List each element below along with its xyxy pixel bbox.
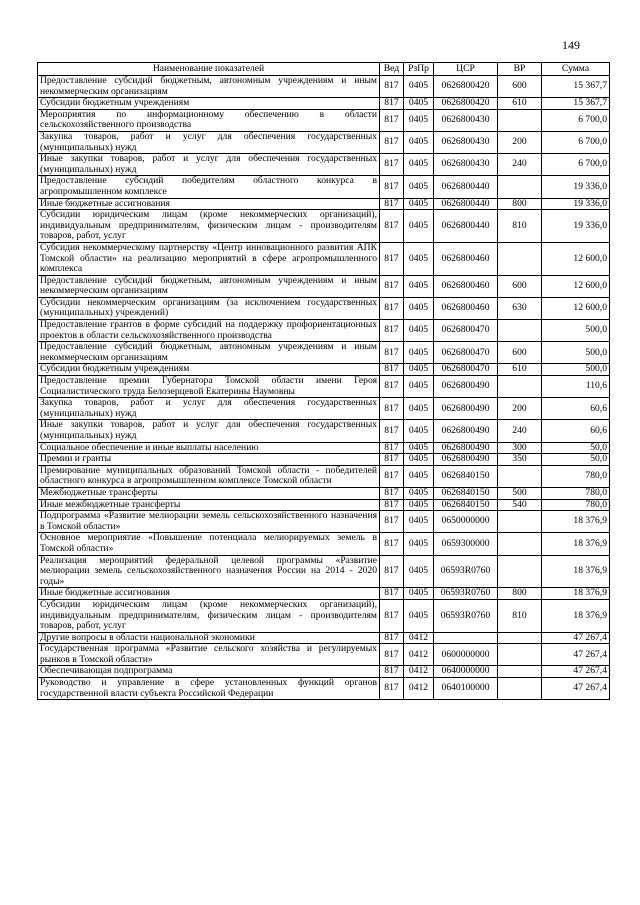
table-row: [38, 76, 610, 98]
row-name: Основное мероприятие «Повышение потенциала мелиорируемых земель в Томской области»: [38, 533, 380, 555]
row-rzpr: 0405: [404, 131, 434, 153]
table-row: [38, 242, 610, 275]
row-name: Руководство и управление в сфере установленных функций органов государственной власти субъекта Российской Федерации: [38, 678, 380, 700]
row-sum: 12 600,0: [542, 242, 610, 275]
row-rzpr: 0405: [404, 198, 434, 210]
row-csr: [434, 632, 498, 644]
row-csr: 0626800440: [434, 210, 498, 243]
row-vr: 300: [498, 442, 542, 454]
row-vr: [498, 242, 542, 275]
row-sum: 50,0: [542, 442, 610, 454]
row-vr: 200: [498, 398, 542, 420]
row-vr: [498, 678, 542, 700]
row-sum: 12 600,0: [542, 275, 610, 297]
row-rzpr: 0412: [404, 666, 434, 678]
row-rzpr: 0405: [404, 76, 434, 98]
row-ved: 817: [380, 198, 404, 210]
row-sum: 500,0: [542, 364, 610, 376]
row-vr: 630: [498, 297, 542, 319]
row-ved: 817: [380, 364, 404, 376]
row-csr: 0626800430: [434, 154, 498, 176]
row-ved: 817: [380, 275, 404, 297]
table-row: [38, 342, 610, 364]
row-rzpr: 0405: [404, 320, 434, 342]
row-sum: 47 267,4: [542, 644, 610, 666]
row-sum: 780,0: [542, 499, 610, 511]
row-rzpr: 0405: [404, 420, 434, 442]
row-csr: 0626800460: [434, 242, 498, 275]
row-ved: 817: [380, 454, 404, 466]
row-rzpr: 0412: [404, 678, 434, 700]
row-rzpr: 0405: [404, 376, 434, 398]
table-row: [38, 297, 610, 319]
row-name: Иные закупки товаров, работ и услуг для обеспечения государственных (муниципальных) нужд: [38, 420, 380, 442]
table-row: [38, 454, 610, 466]
row-sum: 780,0: [542, 465, 610, 487]
row-rzpr: 0405: [404, 465, 434, 487]
row-ved: 817: [380, 320, 404, 342]
table-body: [38, 76, 610, 700]
table-row: [38, 533, 610, 555]
table-row: [38, 555, 610, 588]
row-rzpr: 0405: [404, 555, 434, 588]
row-ved: 817: [380, 342, 404, 364]
row-name: Предоставление грантов в форме субсидий на поддержку профориентационных проектов в области сельскохозяйственного производства: [38, 320, 380, 342]
table-row: [38, 131, 610, 153]
row-ved: 817: [380, 465, 404, 487]
row-name: Другие вопросы в области национальной экономики: [38, 632, 380, 644]
row-name: Иные межбюджетные трансферты: [38, 499, 380, 511]
row-sum: 6 700,0: [542, 109, 610, 131]
row-sum: 47 267,4: [542, 678, 610, 700]
row-sum: 12 600,0: [542, 297, 610, 319]
row-vr: [498, 376, 542, 398]
row-sum: 19 336,0: [542, 198, 610, 210]
row-csr: 0626800430: [434, 109, 498, 131]
row-ved: 817: [380, 376, 404, 398]
row-csr: 0600000000: [434, 644, 498, 666]
row-name: Субсидии юридическим лицам (кроме некоммерческих организаций), индивидуальным предпринимателям, физическим лицам - производителям товаров, работ, услуг: [38, 599, 380, 632]
row-vr: [498, 320, 542, 342]
row-vr: 600: [498, 275, 542, 297]
row-sum: 110,6: [542, 376, 610, 398]
row-name: Закупка товаров, работ и услуг для обеспечения государственных (муниципальных) нужд: [38, 131, 380, 153]
row-ved: 817: [380, 76, 404, 98]
row-csr: 0626800490: [434, 420, 498, 442]
row-csr: 0626800490: [434, 454, 498, 466]
row-name: Мероприятия по информационному обеспечению в области сельскохозяйственного производства: [38, 109, 380, 131]
table-row: [38, 320, 610, 342]
row-name: Межбюджетные трансферты: [38, 487, 380, 499]
row-rzpr: 0405: [404, 442, 434, 454]
table-row: [38, 644, 610, 666]
row-ved: 817: [380, 632, 404, 644]
row-name: Предоставление субсидий бюджетным, автономным учреждениям и иным некоммерческим организациям: [38, 275, 380, 297]
row-sum: 18 376,9: [542, 599, 610, 632]
table-row: [38, 154, 610, 176]
row-ved: 817: [380, 555, 404, 588]
row-name: Субсидии юридическим лицам (кроме некоммерческих организаций), индивидуальным предпринимателям, физическим лицам - производителям товаров, работ, услуг: [38, 210, 380, 243]
row-vr: 200: [498, 131, 542, 153]
header-ved: Вед: [380, 63, 404, 76]
row-ved: 817: [380, 511, 404, 533]
row-rzpr: 0405: [404, 499, 434, 511]
table-row: [38, 198, 610, 210]
row-vr: [498, 632, 542, 644]
row-csr: 0626800490: [434, 398, 498, 420]
row-rzpr: 0412: [404, 644, 434, 666]
table-row: [38, 499, 610, 511]
table-row: [38, 376, 610, 398]
row-sum: 6 700,0: [542, 154, 610, 176]
row-csr: 06593R0760: [434, 588, 498, 600]
table-row: [38, 98, 610, 110]
row-rzpr: 0405: [404, 487, 434, 499]
row-csr: 0626800470: [434, 364, 498, 376]
row-ved: 817: [380, 678, 404, 700]
row-vr: [498, 555, 542, 588]
row-csr: 0640000000: [434, 666, 498, 678]
page-number: 149: [562, 38, 580, 52]
table-row: [38, 109, 610, 131]
table-row: [38, 420, 610, 442]
row-vr: 540: [498, 499, 542, 511]
row-name: Обеспечивающая подпрограмма: [38, 666, 380, 678]
table-row: [38, 487, 610, 499]
row-csr: 06593R0760: [434, 555, 498, 588]
row-name: Иные бюджетные ассигнования: [38, 198, 380, 210]
row-name: Предоставление субсидий бюджетным, автономным учреждениям и иным некоммерческим организациям: [38, 76, 380, 98]
row-vr: 240: [498, 420, 542, 442]
row-name: Субсидия некоммерческому партнерству «Центр инновационного развития АПК Томской области» на реализацию мероприятий в сфере агропромышленного комплекса: [38, 242, 380, 275]
row-rzpr: 0405: [404, 297, 434, 319]
row-csr: 0626840150: [434, 499, 498, 511]
row-name: Социальное обеспечение и иные выплаты населению: [38, 442, 380, 454]
row-vr: 610: [498, 364, 542, 376]
table-row: [38, 465, 610, 487]
row-ved: 817: [380, 154, 404, 176]
row-sum: 60,6: [542, 398, 610, 420]
row-name: Премирование муниципальных образований Томской области - победителей областного конкурса в агропромышленном комплексе Томской области: [38, 465, 380, 487]
row-ved: 817: [380, 420, 404, 442]
row-rzpr: 0405: [404, 154, 434, 176]
row-vr: [498, 666, 542, 678]
row-vr: 350: [498, 454, 542, 466]
header-name: Наименование показателей: [38, 63, 380, 76]
header-sum: Сумма: [542, 63, 610, 76]
table-row: [38, 210, 610, 243]
row-vr: 810: [498, 210, 542, 243]
table-row: [38, 678, 610, 700]
header-rzpr: РзПр: [404, 63, 434, 76]
row-rzpr: 0405: [404, 98, 434, 110]
row-vr: 500: [498, 487, 542, 499]
table-row: [38, 666, 610, 678]
row-name: Подпрограмма «Развитие мелиорации земель сельскохозяйственного назначения в Томской области»: [38, 511, 380, 533]
table-row: [38, 176, 610, 198]
row-csr: 0626800460: [434, 275, 498, 297]
row-sum: 47 267,4: [542, 632, 610, 644]
row-rzpr: 0412: [404, 632, 434, 644]
row-vr: [498, 533, 542, 555]
row-ved: 817: [380, 109, 404, 131]
row-name: Премии и гранты: [38, 454, 380, 466]
row-vr: 800: [498, 588, 542, 600]
row-rzpr: 0405: [404, 454, 434, 466]
table-row: [38, 511, 610, 533]
row-csr: 0650000000: [434, 511, 498, 533]
row-sum: 15 367,7: [542, 98, 610, 110]
row-csr: 0626800440: [434, 176, 498, 198]
row-ved: 817: [380, 599, 404, 632]
row-sum: 19 336,0: [542, 176, 610, 198]
row-sum: 780,0: [542, 487, 610, 499]
row-vr: 600: [498, 76, 542, 98]
row-name: Предоставление субсидий победителям областного конкурса в агропромышленном комплексе: [38, 176, 380, 198]
row-vr: [498, 109, 542, 131]
row-sum: 50,0: [542, 454, 610, 466]
row-sum: 19 336,0: [542, 210, 610, 243]
row-ved: 817: [380, 210, 404, 243]
row-rzpr: 0405: [404, 275, 434, 297]
row-name: Предоставление субсидий бюджетным, автономным учреждениям и иным некоммерческим организациям: [38, 342, 380, 364]
row-rzpr: 0405: [404, 511, 434, 533]
row-csr: 0626800460: [434, 297, 498, 319]
row-rzpr: 0405: [404, 210, 434, 243]
row-ved: 817: [380, 533, 404, 555]
row-ved: 817: [380, 588, 404, 600]
row-sum: 500,0: [542, 342, 610, 364]
row-ved: 817: [380, 644, 404, 666]
row-sum: 500,0: [542, 320, 610, 342]
row-vr: [498, 176, 542, 198]
row-vr: 800: [498, 198, 542, 210]
row-name: Иные бюджетные ассигнования: [38, 588, 380, 600]
row-name: Иные закупки товаров, работ и услуг для обеспечения государственных (муниципальных) нужд: [38, 154, 380, 176]
budget-table: [37, 62, 610, 700]
row-vr: 610: [498, 98, 542, 110]
row-sum: 6 700,0: [542, 131, 610, 153]
row-ved: 817: [380, 297, 404, 319]
row-name: Закупка товаров, работ и услуг для обеспечения государственных (муниципальных) нужд: [38, 398, 380, 420]
table-row: [38, 364, 610, 376]
row-rzpr: 0405: [404, 242, 434, 275]
row-sum: 18 376,9: [542, 555, 610, 588]
table-header-row: [38, 63, 610, 76]
row-rzpr: 0405: [404, 533, 434, 555]
row-vr: [498, 511, 542, 533]
header-vr: ВР: [498, 63, 542, 76]
row-csr: 0626800470: [434, 342, 498, 364]
row-vr: [498, 644, 542, 666]
table-row: [38, 398, 610, 420]
row-rzpr: 0405: [404, 342, 434, 364]
row-ved: 817: [380, 242, 404, 275]
table-row: [38, 442, 610, 454]
row-csr: 0659300000: [434, 533, 498, 555]
row-csr: 0626800470: [434, 320, 498, 342]
row-rzpr: 0405: [404, 398, 434, 420]
row-rzpr: 0405: [404, 588, 434, 600]
row-vr: 240: [498, 154, 542, 176]
row-rzpr: 0405: [404, 176, 434, 198]
row-name: Реализация мероприятий федеральной целевой программы «Развитие мелиорации земель сельскохозяйственного назначения России на 2014 - 2020 годы»: [38, 555, 380, 588]
table-row: [38, 599, 610, 632]
row-rzpr: 0405: [404, 109, 434, 131]
row-vr: 810: [498, 599, 542, 632]
row-ved: 817: [380, 666, 404, 678]
row-ved: 817: [380, 98, 404, 110]
row-name: Предоставление премии Губернатора Томской области имени Героя Социалистического труда Белозерцевой Екатерины Наумовны: [38, 376, 380, 398]
header-csr: ЦСР: [434, 63, 498, 76]
row-sum: 18 376,9: [542, 588, 610, 600]
row-csr: 0626800490: [434, 376, 498, 398]
row-csr: 0626840150: [434, 487, 498, 499]
row-ved: 817: [380, 131, 404, 153]
row-csr: 0626840150: [434, 465, 498, 487]
table-row: [38, 275, 610, 297]
row-ved: 817: [380, 442, 404, 454]
row-csr: 0626800490: [434, 442, 498, 454]
row-ved: 817: [380, 398, 404, 420]
row-sum: 47 267,4: [542, 666, 610, 678]
table-row: [38, 588, 610, 600]
table-row: [38, 632, 610, 644]
row-vr: 600: [498, 342, 542, 364]
row-csr: 0626800420: [434, 76, 498, 98]
row-name: Государственная программа «Развитие сельского хозяйства и регулируемых рынков в Томской области»: [38, 644, 380, 666]
row-sum: 18 376,9: [542, 533, 610, 555]
row-name: Субсидии некоммерческим организациям (за исключением государственных (муниципальных) учреждений): [38, 297, 380, 319]
row-ved: 817: [380, 499, 404, 511]
row-sum: 60,6: [542, 420, 610, 442]
row-csr: 06593R0760: [434, 599, 498, 632]
row-csr: 0626800440: [434, 198, 498, 210]
row-csr: 0640100000: [434, 678, 498, 700]
row-sum: 15 367,7: [542, 76, 610, 98]
row-ved: 817: [380, 176, 404, 198]
row-sum: 18 376,9: [542, 511, 610, 533]
row-csr: 0626800430: [434, 131, 498, 153]
row-rzpr: 0405: [404, 364, 434, 376]
row-vr: [498, 465, 542, 487]
row-rzpr: 0405: [404, 599, 434, 632]
row-csr: 0626800420: [434, 98, 498, 110]
row-ved: 817: [380, 487, 404, 499]
row-name: Субсидии бюджетным учреждениям: [38, 364, 380, 376]
row-name: Субсидии бюджетным учреждениям: [38, 98, 380, 110]
